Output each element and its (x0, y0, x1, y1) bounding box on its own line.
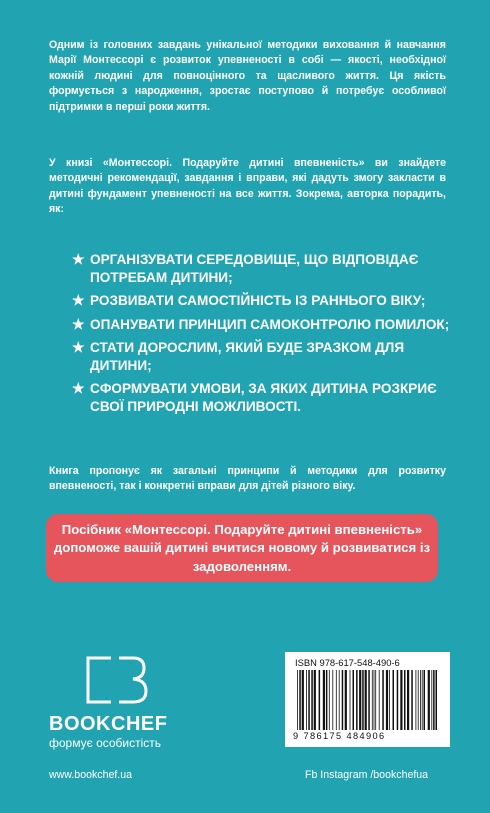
list-item (72, 316, 452, 334)
barcode-bar (319, 670, 321, 730)
barcode-bar (345, 670, 347, 730)
callout-banner: Посібник «Монтессорі. Подаруйте дитині впевненість» допоможе вашій дитині вчитися новому й розвиватися із задоволенням. (46, 514, 438, 582)
publisher-name: BOOKCHEF (49, 713, 168, 735)
barcode-bar (350, 670, 351, 730)
barcode-bar (404, 670, 406, 730)
barcode-bar (411, 670, 413, 730)
star-icon: ★ (72, 292, 85, 308)
barcode-bar (382, 670, 384, 730)
barcode-bar (428, 670, 430, 730)
intro-paragraph-2: У книзі «Монтессорі. Подаруйте дитині впевненість» ви знайдете методичні рекомендації, завдання і вправи, які дадуть змогу закласти в дитині фундамент упевненості на все життя. Зокрема, авторка порадить, як: (49, 157, 446, 216)
barcode-bar (397, 670, 399, 730)
barcode-number: 9 786175 484906 (293, 731, 386, 741)
barcode-bar (342, 670, 344, 730)
bookchef-logo-icon (85, 655, 149, 705)
barcode-bar (336, 670, 337, 730)
barcode-bar (379, 670, 380, 730)
list-item (72, 339, 452, 374)
barcode-bar (311, 670, 313, 730)
barcode-bar (302, 670, 304, 730)
barcode-bar (424, 670, 426, 730)
barcode-bar (400, 670, 402, 730)
list-item (72, 251, 452, 286)
publisher-social: Fb Instagram /bookchefua (305, 769, 429, 781)
star-icon: ★ (72, 380, 85, 396)
star-icon: ★ (72, 315, 85, 332)
barcode-bar (323, 670, 325, 730)
barcode-image (295, 670, 440, 730)
barcode-bar (422, 670, 423, 730)
barcode-bar (386, 670, 388, 730)
barcode-bar (433, 670, 435, 730)
barcode-bar (308, 670, 310, 730)
barcode-bar (356, 670, 358, 730)
barcode-bar (365, 670, 367, 730)
barcode-bar (353, 670, 355, 730)
barcode-bar (306, 670, 307, 730)
barcode-bar (329, 670, 330, 730)
barcode-bar (393, 670, 395, 730)
list-item-text: РОЗВИВАТИ САМОСТІЙНІСТЬ ІЗ РАННЬОГО ВІКУ; (90, 293, 426, 308)
barcode-bar (389, 670, 390, 730)
star-icon: ★ (72, 339, 85, 355)
list-item-text: ОПАНУВАТИ ПРИНЦИП САМОКОНТРОЛЮ ПОМИЛОК; (90, 316, 450, 332)
star-icon: ★ (72, 251, 85, 267)
barcode-bar (372, 670, 373, 730)
barcode-bar (420, 670, 421, 730)
barcode-bar (326, 670, 328, 730)
barcode-bar (416, 670, 417, 730)
barcode-bar (407, 670, 409, 730)
list-item (72, 380, 452, 415)
barcode-bar (299, 670, 301, 730)
list-item-text: СТАТИ ДОРОСЛИМ, ЯКИЙ БУДЕ ЗРАЗКОМ ДЛЯ ДИТИНИ; (90, 340, 405, 373)
publisher-tagline: формує особистість (49, 736, 162, 750)
barcode-bar (314, 670, 316, 730)
list-item (72, 292, 452, 310)
summary-paragraph: Книга пропонує як загальні принципи й методики для розвитку впевненості, так і конкретні вправи для дітей різного віку. (49, 465, 446, 493)
barcode-bar (359, 670, 361, 730)
barcode-bar (418, 670, 419, 730)
intro-paragraph-1: Одним із головних завдань унікальної методики виховання й навчання Марії Монтессорі є розвиток упевненості в собі — якості, необхідної кожній людині для повноцінного та щасливого життя. Ця якість формується з народження, зростає поступово й потребує особливої підтримки в перші роки життя. (49, 39, 446, 113)
barcode-bar (436, 670, 438, 730)
barcode-panel (285, 652, 450, 747)
barcode-bar (332, 670, 333, 730)
barcode-bar (431, 670, 432, 730)
advice-list (72, 251, 452, 421)
list-item-text: ОРГАНІЗУВАТИ СЕРЕДОВИЩЕ, ЩО ВІДПОВІДАЄ ПОТРЕБАМ ДИТИНИ; (90, 252, 419, 285)
barcode-bar (368, 670, 370, 730)
barcode-bar (375, 670, 376, 730)
barcode-bar (297, 670, 298, 730)
barcode-bar (362, 670, 364, 730)
barcode-bar (374, 670, 375, 730)
list-item-text: СФОРМУВАТИ УМОВИ, ЗА ЯКИХ ДИТИНА РОЗКРИЄ СВОЇ ПРИРОДНІ МОЖЛИВОСТІ. (90, 381, 437, 414)
isbn-text: ISBN 978-617-548-490-6 (295, 657, 400, 668)
publisher-website: www.bookchef.ua (49, 769, 133, 781)
barcode-bar (339, 670, 340, 730)
